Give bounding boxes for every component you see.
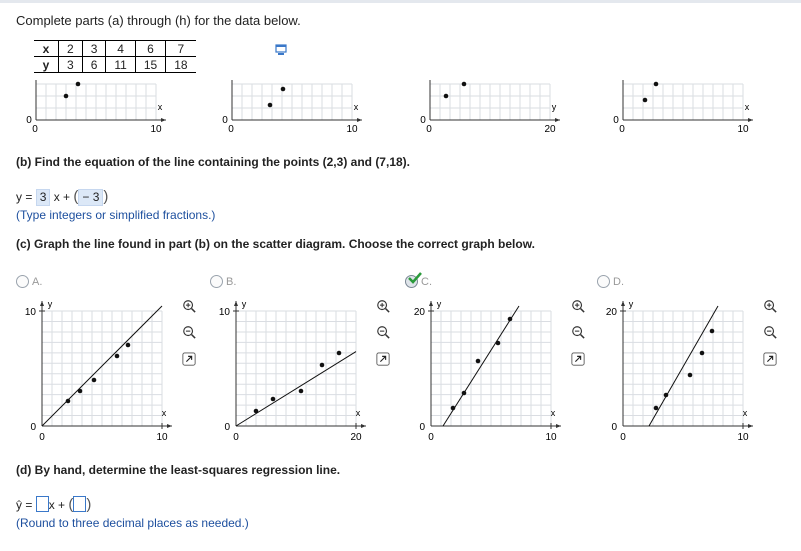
part-d-answer-line — [16, 496, 91, 513]
zoom-out-icon[interactable] — [571, 325, 585, 339]
part-b-answer-line — [16, 188, 108, 206]
y-axis-label: y — [628, 299, 634, 309]
option-radio[interactable] — [597, 275, 610, 288]
x-zero-label: 0 — [619, 124, 625, 135]
data-point — [664, 393, 669, 398]
data-point — [710, 329, 715, 334]
regression-intercept-input[interactable] — [73, 496, 86, 512]
data-point — [476, 359, 481, 364]
zoom-in-icon[interactable] — [182, 299, 196, 313]
data-point — [654, 82, 659, 87]
x-axis-arrow — [361, 424, 366, 428]
table-cell: 2 — [59, 41, 83, 57]
x-axis-label: x — [550, 408, 556, 418]
x-axis-arrow — [748, 424, 753, 428]
x-axis-arrow — [748, 118, 753, 122]
option-label: D. — [613, 276, 624, 288]
y-zero-label: 0 — [222, 115, 228, 126]
table-x-header: x — [34, 41, 59, 57]
x-tick-label: 10 — [346, 124, 358, 135]
table-cell: 18 — [166, 57, 196, 73]
data-point — [688, 373, 693, 378]
option-radio[interactable] — [210, 275, 223, 288]
y-axis-arrow — [234, 301, 238, 306]
y-axis-label: y — [241, 299, 247, 309]
part-a-graph — [615, 80, 775, 140]
x-zero-label: 0 — [428, 432, 434, 443]
y-zero-label: 0 — [420, 115, 426, 126]
x-tick-label: 10 — [737, 432, 749, 443]
y-zero-label: 0 — [611, 422, 617, 433]
x-axis-arrow — [555, 118, 560, 122]
table-cell: 11 — [106, 57, 135, 73]
x-axis-label: y — [551, 102, 557, 112]
data-point — [299, 389, 304, 394]
expand-icon[interactable] — [182, 352, 196, 366]
data-point — [496, 341, 501, 346]
table-cell: 3 — [82, 41, 106, 57]
y-zero-label: 0 — [613, 115, 619, 126]
question-intro: Complete parts (a) through (h) for the data below. — [16, 13, 301, 28]
data-point — [462, 82, 467, 87]
zoom-out-icon[interactable] — [376, 325, 390, 339]
table-y-header: y — [34, 57, 59, 73]
part-b-question: (b) Find the equation of the line containing the points (2,3) and (7,18). — [16, 155, 410, 169]
x-tick-label: 20 — [544, 124, 556, 135]
data-table — [34, 40, 196, 73]
data-point — [78, 389, 83, 394]
data-point — [462, 391, 467, 396]
y-zero-label: 0 — [224, 422, 230, 433]
y-tick-label: 20 — [413, 307, 425, 318]
table-cell: 6 — [82, 57, 106, 73]
option-graph[interactable] — [8, 296, 188, 446]
data-point — [271, 397, 276, 402]
y-tick-label: 20 — [605, 307, 617, 318]
correct-check-icon — [408, 272, 422, 284]
zoom-in-icon[interactable] — [376, 299, 390, 313]
x-tick-label: 10 — [156, 432, 168, 443]
table-cell: 7 — [166, 41, 196, 57]
eq-mid: x + — [53, 190, 71, 204]
option-label: A. — [32, 276, 43, 288]
table-cell: 3 — [59, 57, 83, 73]
eq-mid-d: x + — [48, 498, 66, 512]
x-axis-arrow — [556, 424, 561, 428]
data-point — [643, 98, 648, 103]
paren-open-d: ( — [68, 496, 74, 513]
part-a-graph — [422, 80, 582, 140]
option-label: B. — [226, 276, 237, 288]
x-zero-label: 0 — [620, 432, 626, 443]
paren-close-d: ) — [86, 496, 92, 513]
part-d-hint: (Round to three decimal places as needed.) — [16, 516, 249, 530]
regression-slope-input[interactable] — [36, 496, 49, 512]
part-a-graph — [28, 80, 188, 140]
data-point — [337, 351, 342, 356]
option-label: C. — [421, 276, 432, 288]
x-zero-label: 0 — [32, 124, 38, 135]
x-axis-label: x — [157, 102, 163, 112]
y-axis-label: y — [47, 299, 53, 309]
zoom-out-icon[interactable] — [182, 325, 196, 339]
y-tick-label: 10 — [218, 307, 230, 318]
copy-data-icon[interactable] — [275, 44, 287, 56]
paren-close: ) — [103, 188, 109, 205]
x-zero-label: 0 — [233, 432, 239, 443]
y-tick-label: 10 — [24, 307, 36, 318]
y-axis-arrow — [429, 301, 433, 306]
data-point — [700, 351, 705, 356]
data-point — [508, 317, 513, 322]
y-zero-label: 0 — [30, 422, 36, 433]
data-point — [654, 406, 659, 411]
expand-icon[interactable] — [763, 352, 777, 366]
part-b-hint: (Type integers or simplified fractions.) — [16, 208, 216, 222]
data-point — [126, 343, 131, 348]
option-graph[interactable] — [202, 296, 382, 446]
y-zero-label: 0 — [26, 115, 32, 126]
data-point — [451, 406, 456, 411]
x-axis-label: x — [355, 408, 361, 418]
option-graph[interactable] — [589, 296, 769, 446]
table-cell: 4 — [106, 41, 135, 57]
data-point — [92, 378, 97, 383]
y-axis-label: y — [436, 299, 442, 309]
part-d-question: (d) By hand, determine the least-squares regression line. — [16, 463, 341, 477]
y-axis-arrow — [40, 301, 44, 306]
data-point — [66, 399, 71, 404]
data-point — [444, 94, 449, 99]
x-tick-label: 10 — [545, 432, 557, 443]
expand-icon[interactable] — [376, 352, 390, 366]
part-a-graph — [224, 80, 384, 140]
x-zero-label: 0 — [39, 432, 45, 443]
data-point — [320, 363, 325, 368]
data-point — [64, 94, 69, 99]
option-graph[interactable] — [397, 296, 577, 446]
data-point — [254, 409, 259, 414]
x-tick-label: 10 — [150, 124, 162, 135]
part-c-question: (c) Graph the line found in part (b) on the scatter diagram. Choose the correct graph below. — [16, 237, 535, 251]
y-axis-arrow — [621, 301, 625, 306]
data-point — [76, 82, 81, 87]
slope-answer[interactable]: 3 — [36, 189, 51, 206]
x-tick-label: 20 — [350, 432, 362, 443]
x-axis-label: x — [742, 408, 748, 418]
x-axis-label: x — [161, 408, 167, 418]
data-point — [115, 354, 120, 359]
x-axis-label: x — [353, 102, 359, 112]
paren-open: ( — [73, 188, 79, 205]
data-point — [281, 87, 286, 92]
yhat-prefix: ŷ = — [16, 498, 33, 512]
eq-prefix: y = — [16, 190, 33, 204]
zoom-in-icon[interactable] — [571, 299, 585, 313]
zoom-out-icon[interactable] — [763, 325, 777, 339]
x-tick-label: 10 — [737, 124, 749, 135]
y-zero-label: 0 — [419, 422, 425, 433]
top-divider — [0, 0, 801, 3]
option-radio[interactable] — [16, 275, 29, 288]
table-cell: 15 — [135, 57, 165, 73]
data-point — [268, 103, 273, 108]
zoom-in-icon[interactable] — [763, 299, 777, 313]
x-zero-label: 0 — [228, 124, 234, 135]
x-axis-label: x — [744, 102, 750, 112]
table-cell: 6 — [135, 41, 165, 57]
x-axis-arrow — [357, 118, 362, 122]
x-zero-label: 0 — [426, 124, 432, 135]
x-axis-arrow — [161, 118, 166, 122]
intercept-answer[interactable]: − 3 — [78, 189, 103, 206]
expand-icon[interactable] — [571, 352, 585, 366]
x-axis-arrow — [167, 424, 172, 428]
